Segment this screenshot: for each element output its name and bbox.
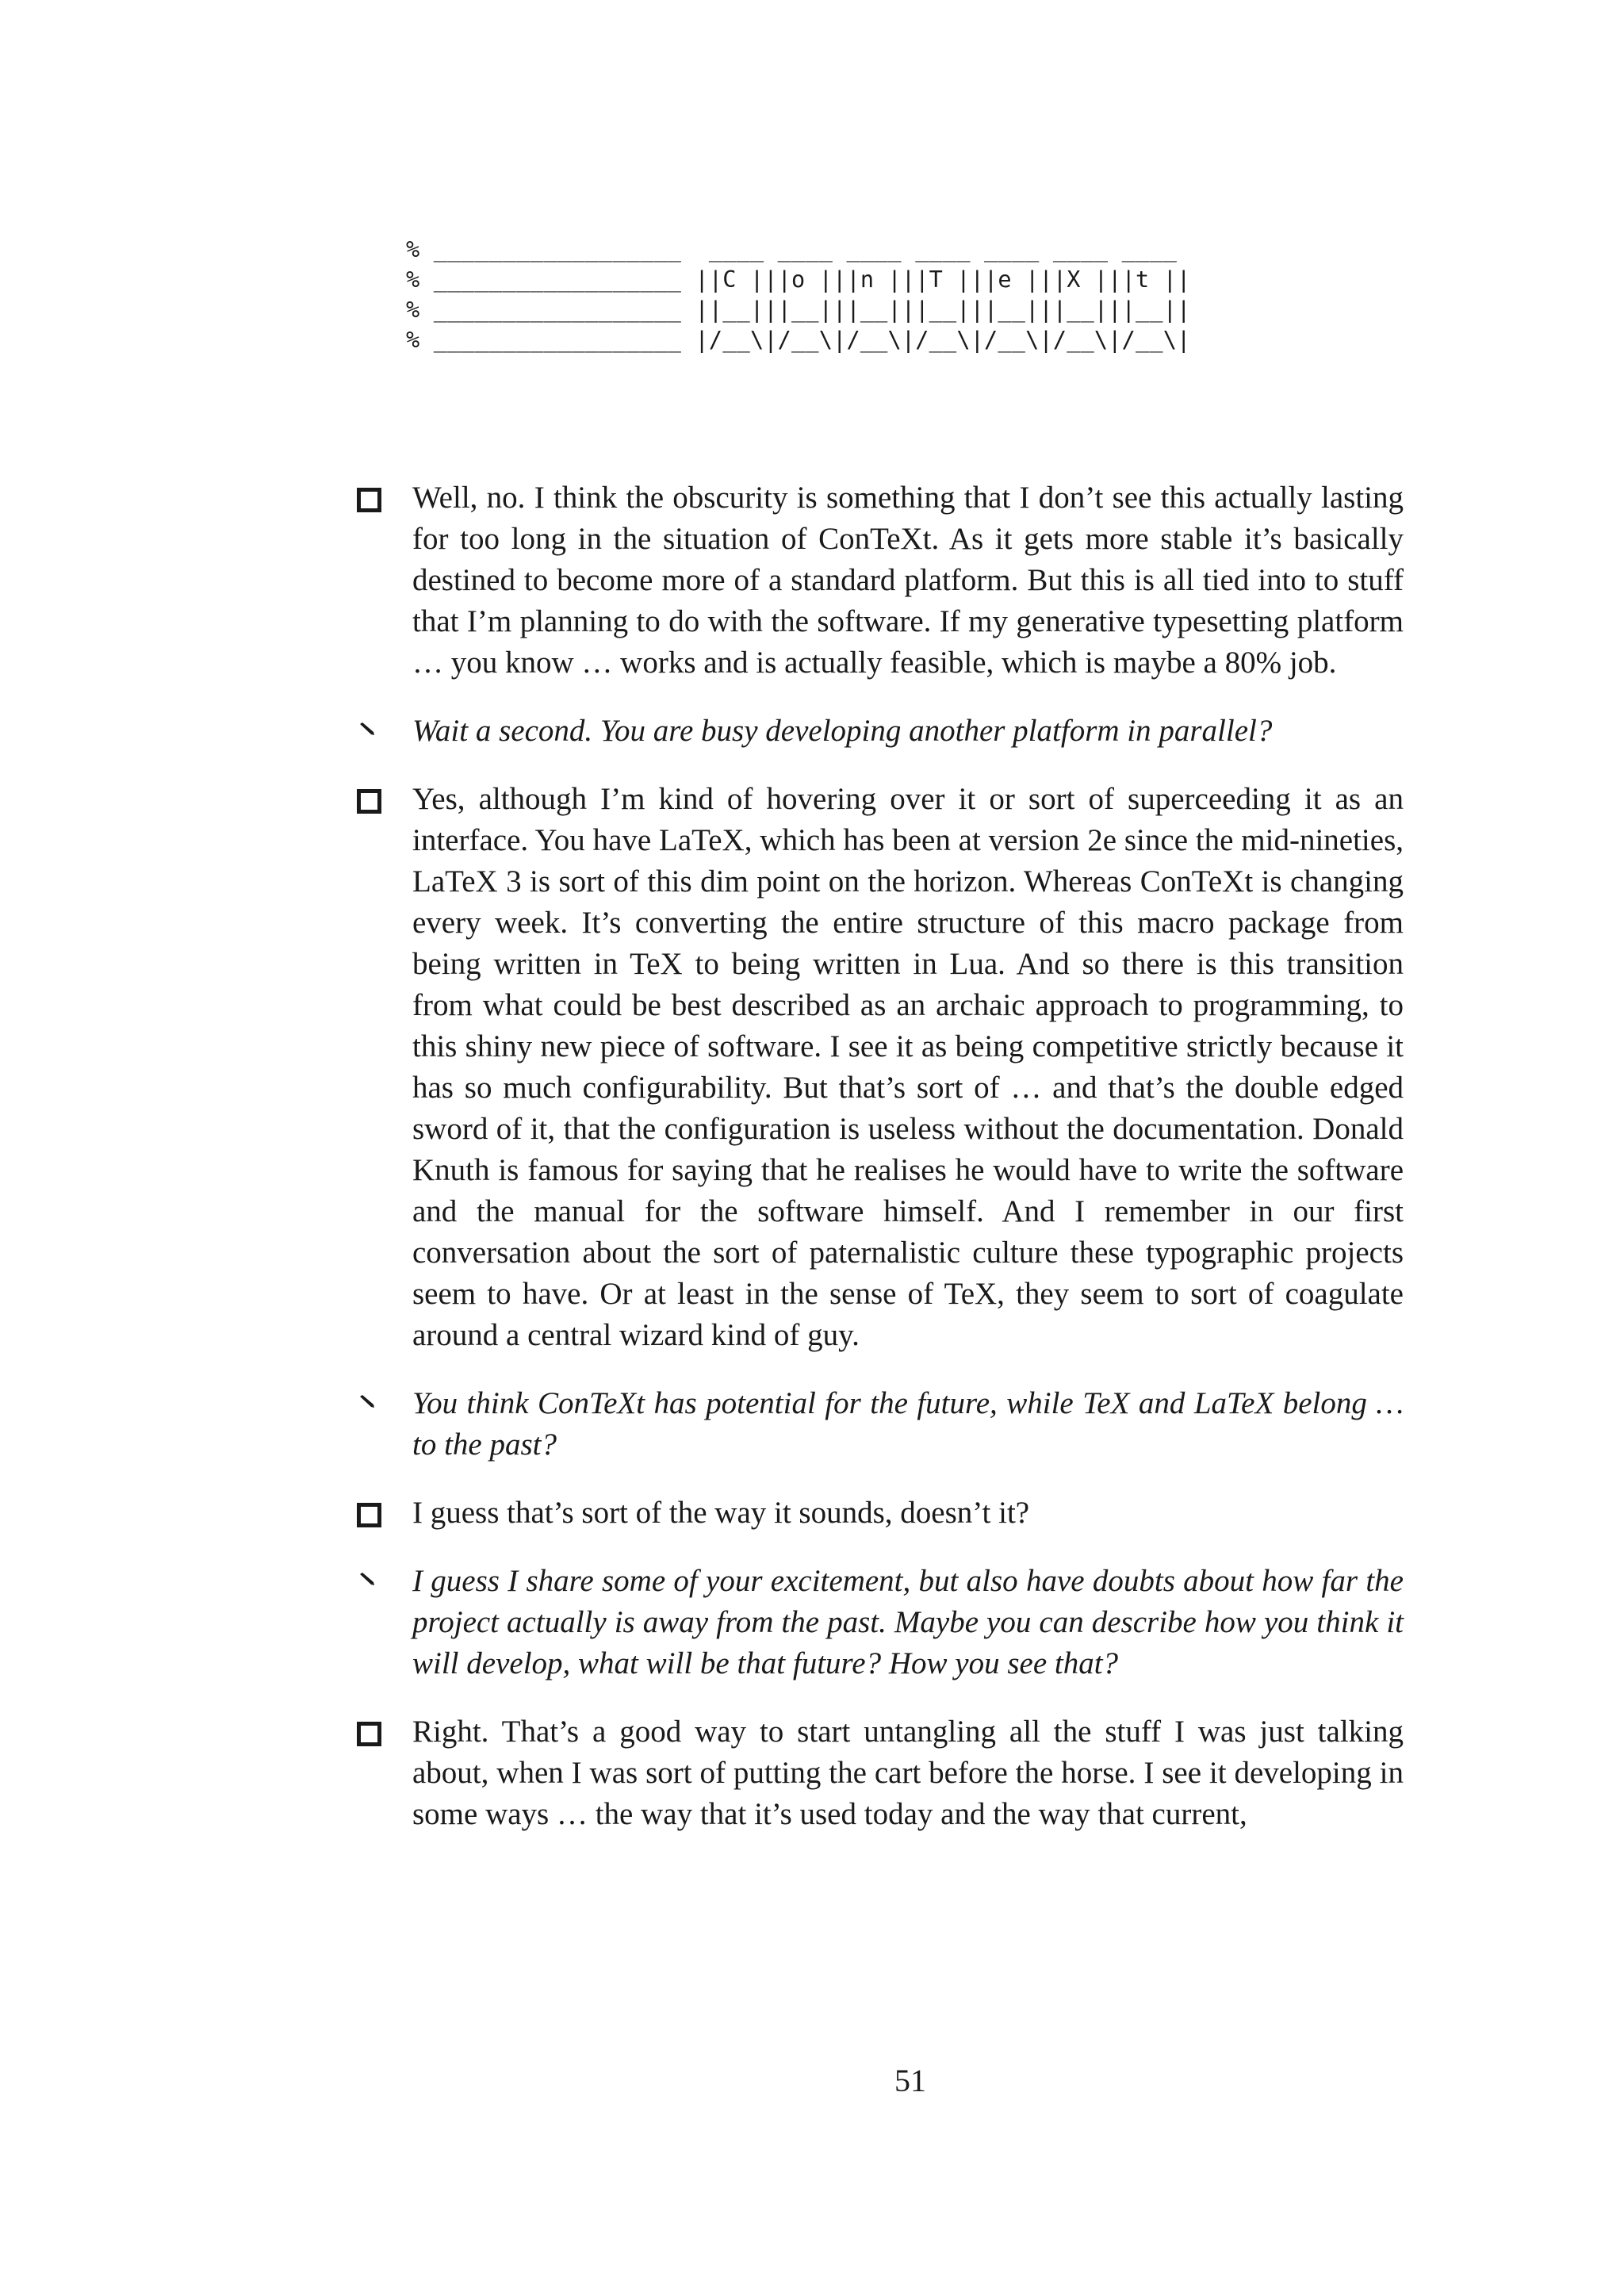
- answer-entry: [355, 1711, 1404, 1835]
- page-number: 51: [894, 2063, 926, 2098]
- square-box-icon: [357, 1722, 381, 1746]
- question-text: You think ConTeXt has potential for the future, while TeX and LaTeX belong … to the past?: [412, 1386, 1404, 1462]
- question-entry: [355, 711, 1404, 752]
- answer-text: Right. That’s a good way to start untangling all the stuff I was just talking about, when I was sort of putting the cart before the horse. I see it developing in some ways … the way that it’s used today and the way that current,: [412, 1715, 1404, 1831]
- ascii-context-logo: [406, 235, 1413, 393]
- pen-nib-icon: [358, 1572, 377, 1586]
- interview-transcript: [355, 477, 1404, 1862]
- answer-text: Well, no. I think the obscurity is something that I don’t see this actually lasting for too long in the situation of ConTeXt. As it gets more stable it’s basically destined to become more of a standard platform. But this is all tied into to stuff that I’m planning to do with the software. If my generative typesetting platform … you know … works and is actually feasible, which is maybe a 80% job.: [412, 481, 1404, 680]
- answer-entry: [355, 477, 1404, 684]
- question-text: Wait a second. You are busy developing another platform in parallel?: [412, 714, 1273, 748]
- question-text: I guess I share some of your excitement, but also have doubts about how far the project actually is away from the past. Maybe you can describe how you think it will develop, what will be that future? How you see that?: [412, 1564, 1404, 1680]
- ascii-line: % __________________ ||__|||__|||__|||__|||__|||__|||__||: [406, 297, 1191, 323]
- answer-entry: [355, 779, 1404, 1356]
- square-box-icon: [357, 488, 381, 512]
- question-entry: [355, 1383, 1404, 1466]
- square-box-icon: [357, 789, 381, 814]
- question-entry: [355, 1561, 1404, 1684]
- ascii-line: % __________________ |/__\|/__\|/__\|/__\|/__\|/__\|/__\|: [406, 327, 1191, 353]
- ascii-line: % __________________ ||C |||o |||n |||T |||e |||X |||t ||: [406, 266, 1191, 293]
- ascii-line: % __________________ ____ ____ ____ ____ ____ ____ ____: [406, 236, 1178, 262]
- answer-entry: [355, 1493, 1404, 1534]
- pen-nib-icon: [358, 722, 377, 736]
- answer-text: Yes, although I’m kind of hovering over it or sort of superceeding it as an interface. You have LaTeX, which has been at version 2e since the mid-nineties, LaTeX 3 is sort of this dim point on the horizon. Whereas ConTeXt is changing every week. It’s converting the entire structure of this macro package from being written in TeX to being written in Lua. And so there is this transition from what could be best described as an archaic approach to programming, to this shiny new piece of software. I see it as being competitive strictly because it has so much configurability. But that’s sort of … and that’s the double edged sword of it, that the configuration is useless without the documentation. Donald Knuth is famous for saying that he realises he would have to write the software and the manual for the software himself. And I remember in our first conversation about the sort of paternalistic culture these typographic projects seem to have. Or at least in the sense of TeX, they seem to sort of coagulate around a central wizard kind of guy.: [412, 782, 1404, 1352]
- answer-text: I guess that’s sort of the way it sounds, doesn’t it?: [412, 1496, 1030, 1530]
- pen-nib-icon: [358, 1394, 377, 1408]
- square-box-icon: [357, 1503, 381, 1527]
